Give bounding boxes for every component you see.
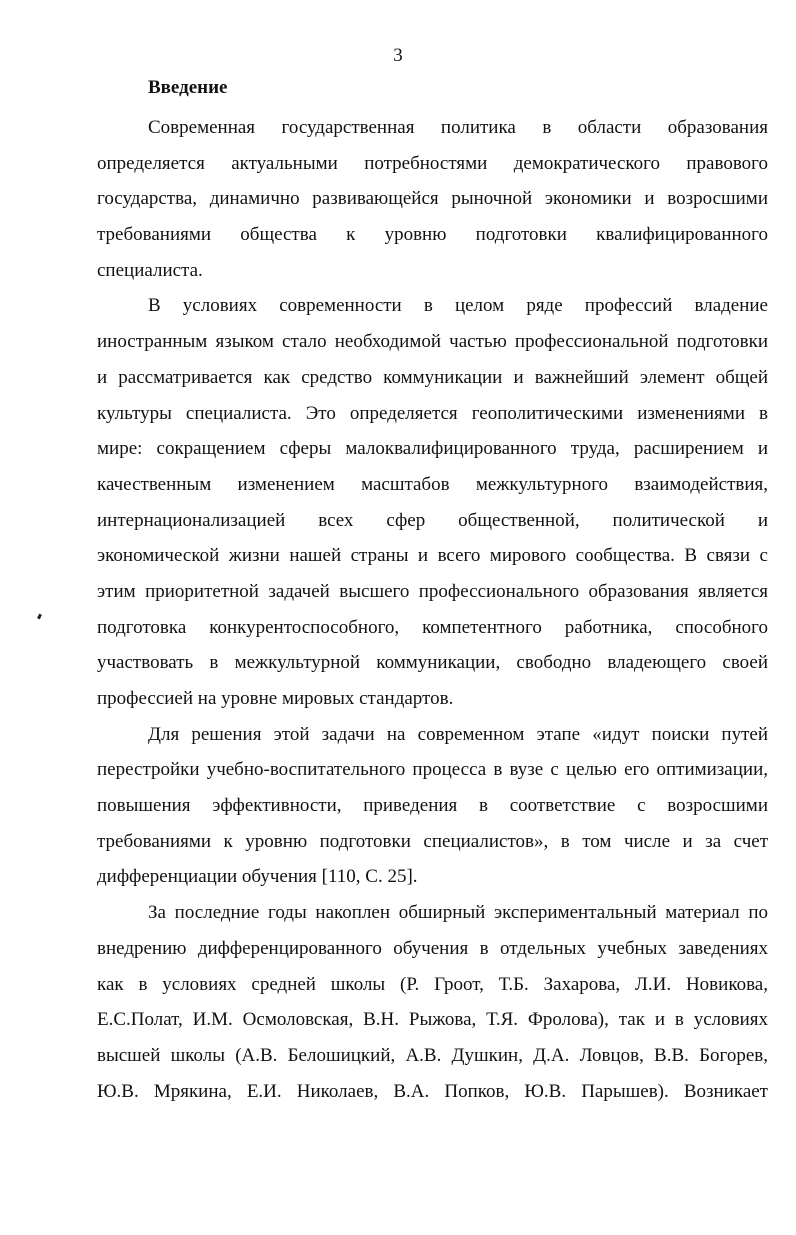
text-line: и рассматривается как средство коммуникации и важнейший элемент общей — [97, 366, 768, 388]
text-line: интернационализацией всех сфер общественной, политической и — [97, 509, 768, 531]
text-line: этим приоритетной задачей высшего профессионального образования является — [97, 580, 768, 602]
text-line: дифференциации обучения [110, С. 25]. — [97, 866, 418, 888]
paragraph-3 — [97, 717, 768, 895]
section-heading: Введение — [148, 77, 228, 98]
text-line: профессией на уровне мировых стандартов. — [97, 688, 454, 709]
text-line: Ю.В. Мрякина, Е.И. Николаев, В.А. Попков, Ю.В. Парышев). Возникает — [97, 1080, 768, 1102]
text-line: требованиями общества к уровню подготовки квалифицированного — [97, 224, 768, 246]
text-line: специалиста. — [97, 259, 203, 281]
text-line: государства, динамично развивающейся рыночной экономики и возросшими — [97, 188, 768, 210]
text-line: участвовать в межкультурной коммуникации, свободно владеющего своей — [97, 652, 768, 674]
text-line: мире: сокращением сферы малоквалифицированного труда, расширением и — [97, 438, 768, 460]
text-line: иностранным языком стало необходимой частью профессиональной подготовки — [97, 331, 768, 353]
text-line: За последние годы накоплен обширный экспериментальный материал по — [148, 902, 768, 924]
page-number: 3 — [393, 45, 403, 66]
text-line: повышения эффективности, приведения в соответствие с возросшими — [97, 795, 768, 817]
text-line: качественным изменением масштабов межкультурного взаимодействия, — [97, 473, 768, 495]
paragraph-2 — [97, 288, 768, 716]
text-line: определяется актуальными потребностями демократического правового — [97, 152, 768, 174]
text-line: внедрению дифференцированного обучения в отдельных учебных заведениях — [97, 937, 768, 959]
text-line: Е.С.Полат, И.М. Осмоловская, В.Н. Рыжова, Т.Я. Фролова), так и в условиях — [97, 1009, 768, 1031]
paragraph-1 — [97, 110, 768, 288]
text-line: требованиями к уровню подготовки специалистов», в том числе и за счет — [97, 830, 768, 852]
document-body — [97, 110, 768, 1109]
paragraph-4 — [97, 895, 768, 1109]
text-line: Для решения этой задачи на современном этапе «идут поиски путей — [148, 723, 768, 745]
text-line: культуры специалиста. Это определяется геополитическими изменениями в — [97, 402, 768, 424]
text-line: В условиях современности в целом ряде профессий владение — [148, 295, 768, 317]
text-line: высшей школы (А.В. Белошицкий, А.В. Душкин, Д.А. Ловцов, В.В. Богорев, — [97, 1044, 768, 1066]
text-line: экономической жизни нашей страны и всего мирового сообщества. В связи с — [97, 545, 768, 567]
text-line: как в условиях средней школы (Р. Гроот, Т.Б. Захарова, Л.И. Новикова, — [97, 973, 768, 995]
text-line: подготовка конкурентоспособного, компетентного работника, способного — [97, 616, 768, 638]
scan-speck — [37, 614, 42, 620]
text-line: перестройки учебно-воспитательного процесса в вузе с целью его оптимизации, — [97, 759, 768, 781]
text-line: Современная государственная политика в области образования — [148, 117, 768, 138]
